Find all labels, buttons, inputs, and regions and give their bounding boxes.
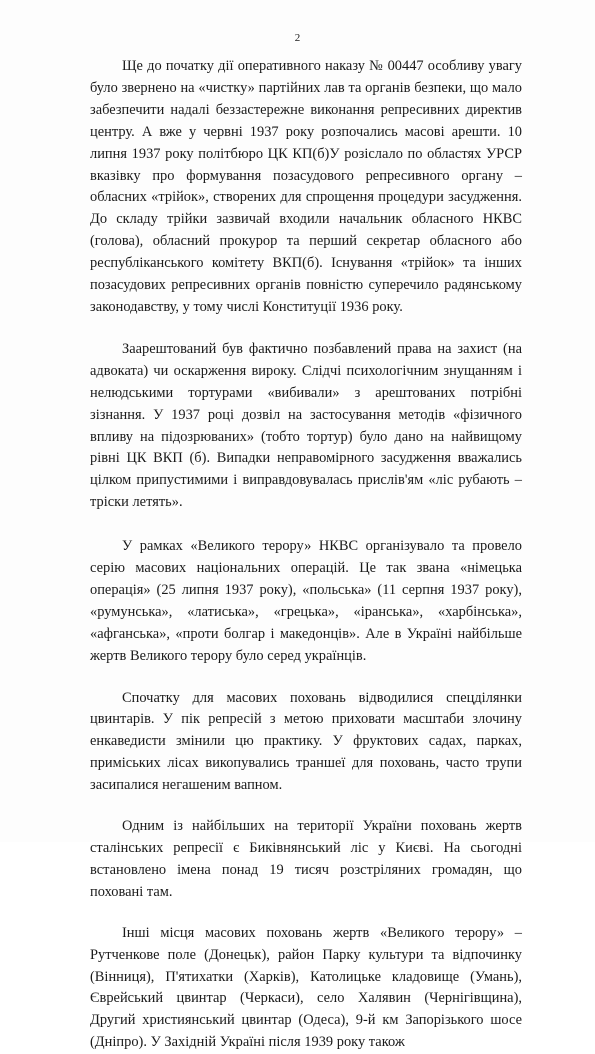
document-body (90, 56, 522, 1054)
paragraph-bykivnia-forest: Одним із найбільших на території України поховань жертв сталінських репресії є Биківнянський ліс у Києві. На сьогодні встановлено імена понад 19 тисяч розстріляних громадян, що поховані там. (90, 818, 522, 900)
paragraph-burial-practices: Спочатку для масових поховань відводилися спецділянки цвинтарів. У пік репресій з метою приховати масштаби злочину енкаведисти змінили цю практику. У фруктових садах, парках, приміських лісах викопувались траншеї для поховань, часто трупи засипалися негашеним вапном. (90, 689, 522, 794)
paragraph-rights-and-torture: Заарештований був фактично позбавлений права на захист (на адвоката) чи оскарження вироку. Слідчі психологічним знущанням і нелюдськими тортурами «вибивали» з арештованих потрібні зізнання. У 1937 році дозвіл на застосування методів «фізичного впливу на підозрюваних» (тобто тортур) було дано на найвищому рівні ЦК ВКП (б). Випадки неправомірного засудження вважались цілком припустимими і виправдовувалась прислів'ям «ліс рубають – тріски летять». (90, 340, 522, 511)
page-number: 2 (294, 32, 301, 44)
paragraph-purge-and-troikas: Ще до початку дії оперативного наказу № 00447 особливу увагу було звернено на «чистку» партійних лав та органів безпеки, що мало забезпечити надалі беззастережне виконання репресивних директив центру. А вже у червні 1937 року розпочались масові арешти. 10 липня 1937 року політбюро ЦК КП(б)У розіслало по областях УРСР вказівку про формування позасудового репресивного органу – обласних «трійок», створених для спрощення процедури засудження. До складу трійки зазвичай входили начальник обласного НКВС (голова), обласний прокурор та перший секретар обласного або республіканського комітету ВКП(б). Існування «трійок» та інших позасудових репресивних органів повністю суперечило радянському законодавству, у тому числі Конституції 1936 року. (90, 58, 522, 315)
paragraph-other-burial-sites: Інші місця масових поховань жертв «Великого терору» – Рутченкове поле (Донецьк), район Парку культури та відпочинку (Вінниця), П'ятихатки (Харків), Католицьке кладовище (Умань), Єврейський цвинтар (Черкаси), село Халявин (Чернігівщина), Другий християнський цвинтар (Одеса), 9-й км Запорізького шосе (Дніпро). У Західній Україні після 1939 року також (90, 924, 522, 1051)
paragraph-national-operations: У рамках «Великого терору» НКВС організувало та провело серію масових національних операцій. Це так звана «німецька операція» (25 липня 1937 року), «польська» (11 серпня 1937 року), «румунська», «латиська», «грецька», «іранська», «харбінська», «афганська», «проти болгар і македонців». Але в Україні найбільше жертв Великого терору було серед українців. (90, 538, 522, 664)
